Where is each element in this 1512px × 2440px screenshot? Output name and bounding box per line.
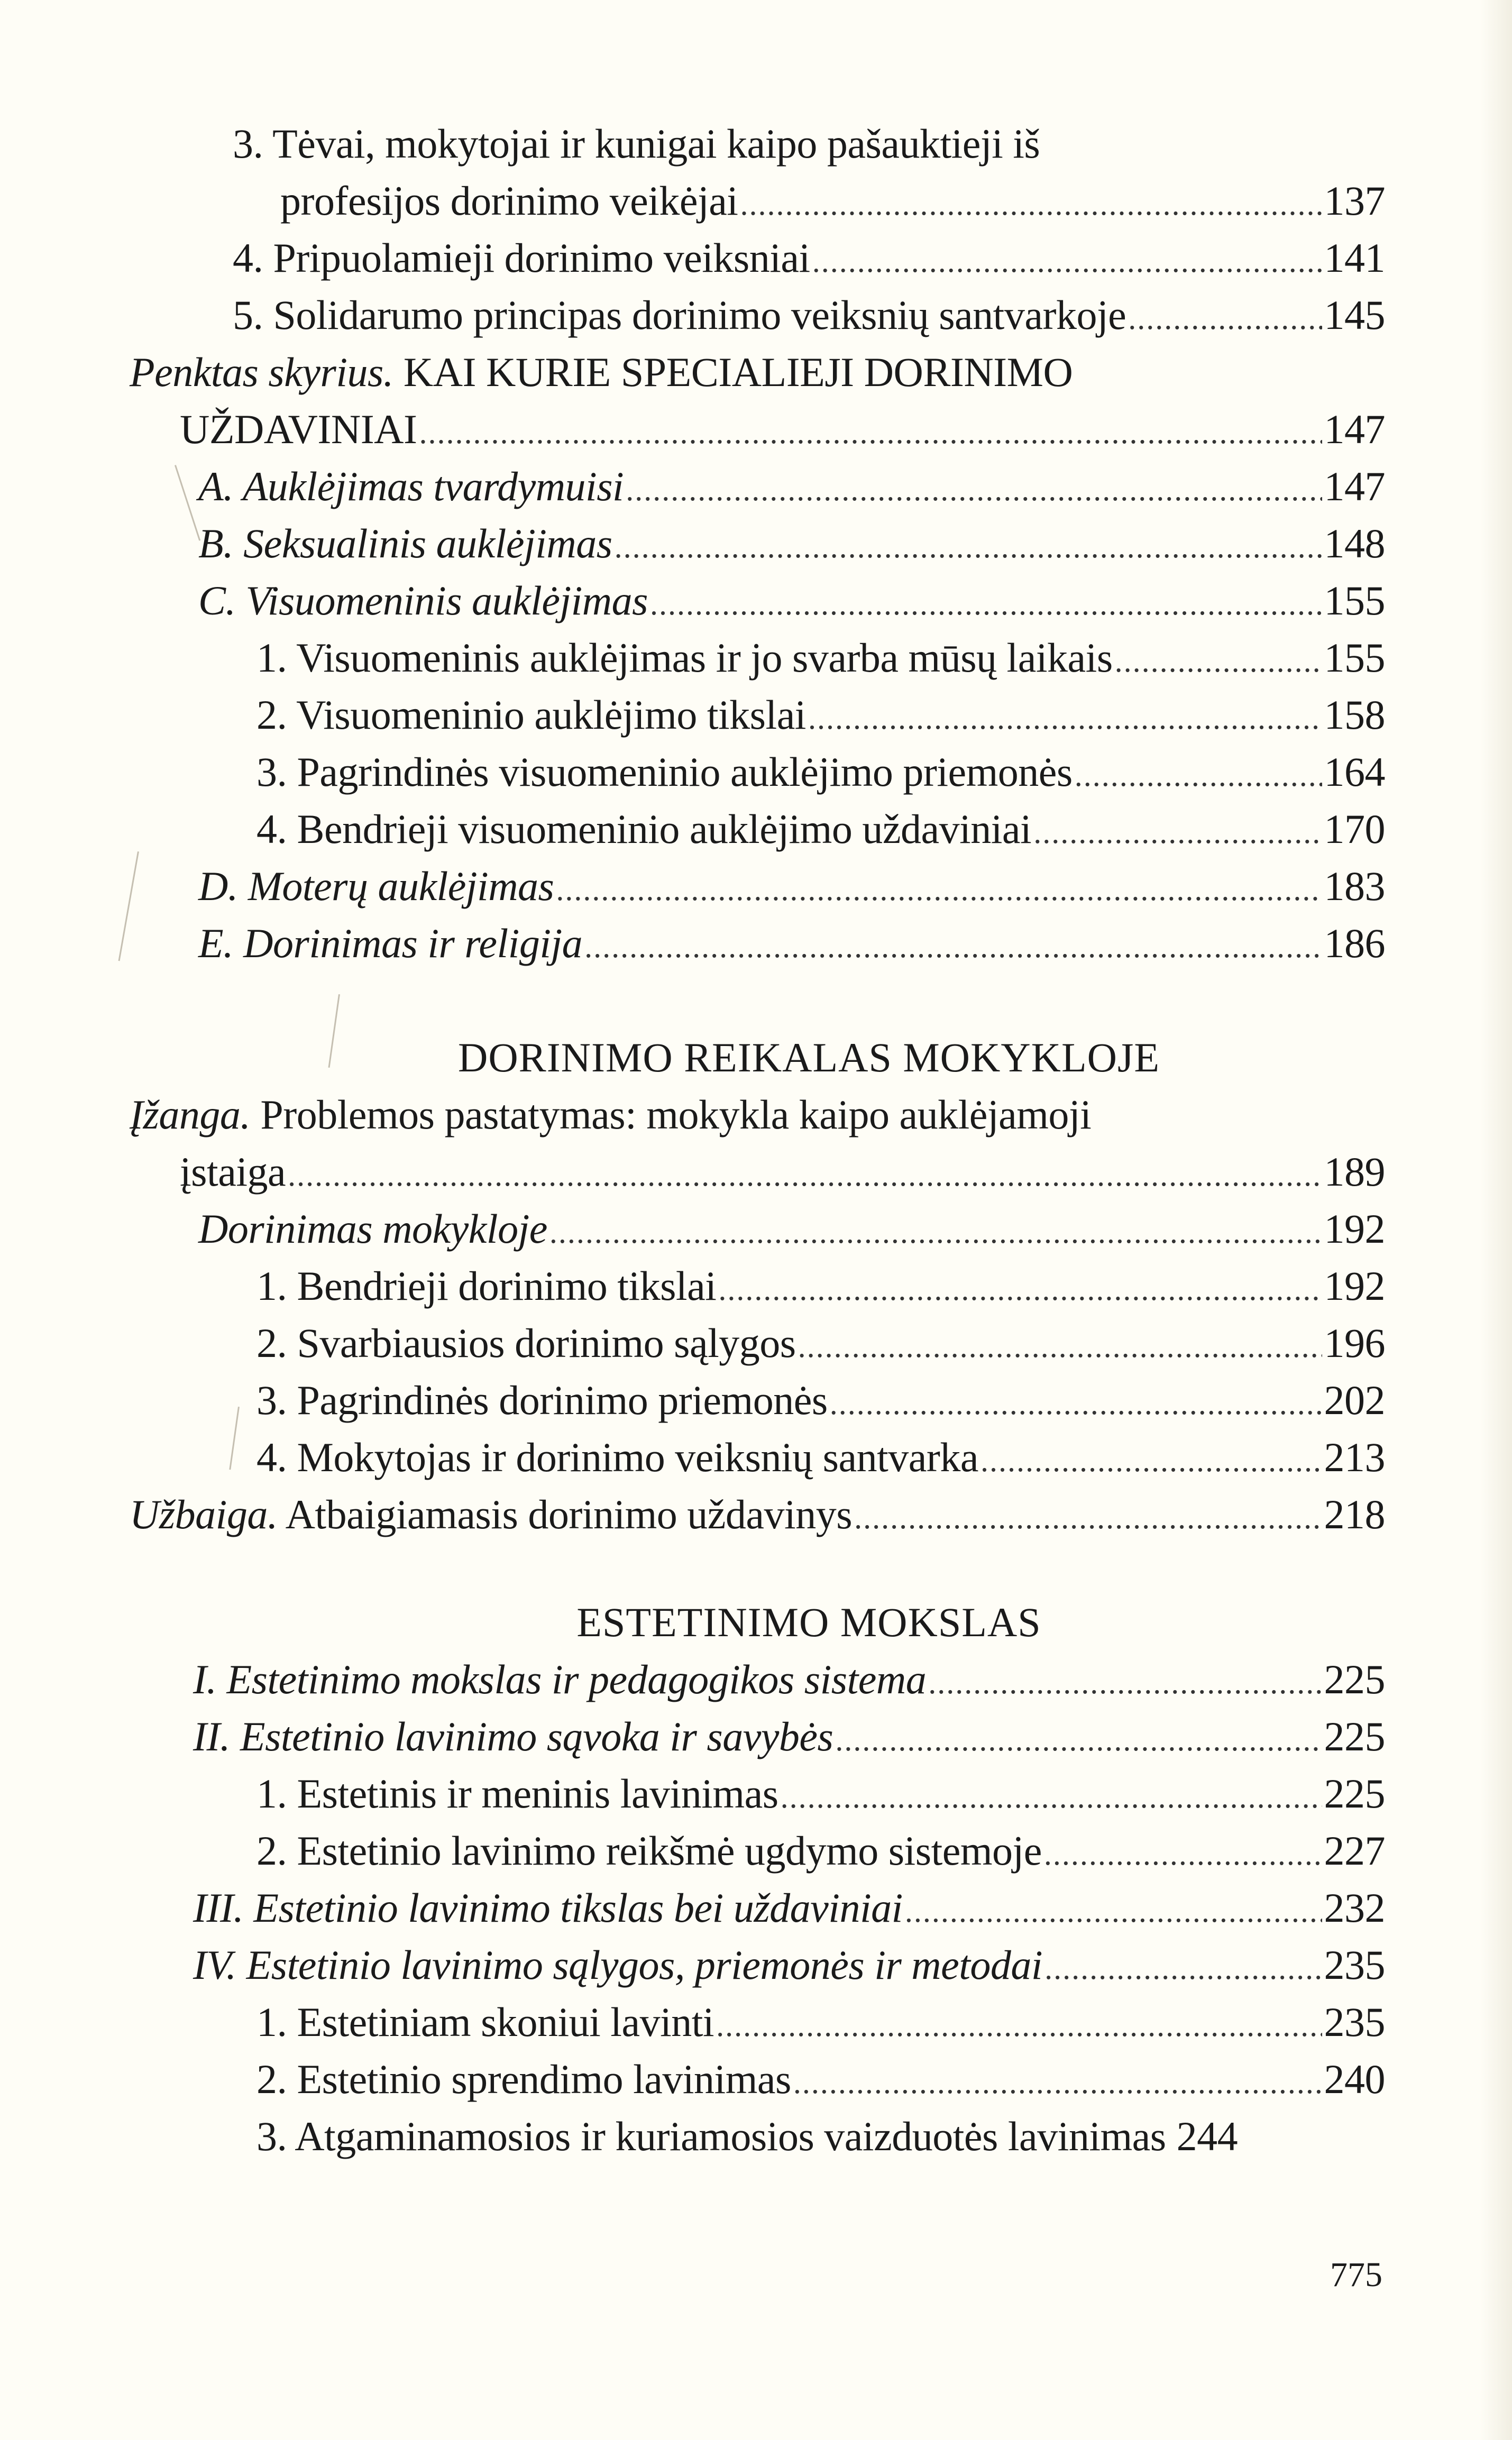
- toc-entry: [256, 2053, 1385, 2106]
- entry-label: Įžanga.: [130, 1091, 251, 1138]
- dot-leader: [980, 1434, 1322, 1487]
- toc-entry: [256, 1431, 1385, 1484]
- chapter-title: KAI KURIE SPECIALIEJI DORINIMO: [403, 349, 1073, 395]
- toc-entry: [233, 289, 1385, 342]
- toc-entry: [256, 1767, 1385, 1820]
- toc-chapter-entry: [130, 346, 1073, 399]
- dot-leader: [1115, 635, 1322, 687]
- entry-title: II. Estetinio lavinimo sąvoka ir savybės: [193, 1713, 833, 1759]
- chapter-label: Penktas skyrius.: [130, 349, 393, 395]
- dot-leader: [812, 235, 1322, 288]
- entry-title: Dorinimas mokykloje: [198, 1206, 547, 1252]
- entry-title-continuation: profesijos dorinimo veikėjai: [280, 178, 738, 224]
- entry-title: Seksualinis auklėjimas: [243, 520, 612, 566]
- page-number: 186: [1324, 920, 1385, 966]
- entry-title: Pripuolamieji dorinimo veiksniai: [273, 235, 810, 281]
- toc-entry: [193, 1882, 1385, 1934]
- page-number: 137: [1324, 178, 1385, 224]
- entry-title: Estetinio lavinimo reikšmė ugdymo sistemoje: [297, 1828, 1042, 1874]
- entry-number: 4.: [233, 235, 263, 281]
- chapter-title-continuation: UŽDAVINIAI: [180, 406, 417, 452]
- page-number: 155: [1324, 635, 1385, 681]
- toc-entry-continuation: [180, 403, 1385, 456]
- page-number: 170: [1324, 806, 1385, 852]
- entry-number: 5.: [233, 292, 263, 338]
- dot-leader: [1044, 1828, 1322, 1881]
- entry-title: Visuomeninis auklėjimas: [245, 577, 648, 623]
- entry-number: 2.: [256, 692, 287, 738]
- page-number: 225: [1324, 1656, 1385, 1702]
- toc-entry: [256, 803, 1385, 856]
- entry-title: Bendrieji dorinimo tikslai: [297, 1263, 717, 1309]
- toc-entry: [256, 1824, 1385, 1877]
- page-number: 227: [1324, 1828, 1385, 1874]
- toc-entry: [130, 1488, 1385, 1541]
- entry-number: 3.: [256, 1377, 287, 1423]
- entry-title: III. Estetinio lavinimo tikslas bei uždaviniai: [193, 1885, 903, 1931]
- dot-leader: [830, 1377, 1322, 1430]
- toc-entry: [193, 1653, 1385, 1706]
- dot-leader: [928, 1656, 1322, 1709]
- entry-title: Visuomeninio auklėjimo tikslai: [296, 692, 806, 738]
- toc-entry-continuation: [180, 1145, 1385, 1198]
- page-number: 164: [1324, 749, 1385, 795]
- dot-leader: [781, 1771, 1322, 1823]
- dot-leader: [798, 1320, 1322, 1373]
- entry-label: D.: [198, 863, 238, 909]
- dot-leader: [854, 1491, 1322, 1544]
- entry-number: 2.: [256, 1320, 287, 1366]
- entry-title: Solidarumo principas dorinimo veiksnių santvarkoje: [273, 292, 1126, 338]
- toc-entry: [233, 232, 1385, 285]
- entry-label: Užbaiga.: [130, 1491, 278, 1537]
- entry-title: Svarbiausios dorinimo sąlygos: [297, 1320, 796, 1366]
- toc-entry: [130, 1088, 1091, 1141]
- page-number: 147: [1324, 463, 1385, 509]
- entry-title: Estetinis ir meninis lavinimas: [297, 1771, 778, 1817]
- page-number: 218: [1324, 1491, 1385, 1537]
- toc-entry: [198, 1203, 1385, 1255]
- toc-entry: [198, 860, 1385, 913]
- page-number: 235: [1324, 1999, 1385, 2045]
- page-number: 235: [1324, 1942, 1385, 1988]
- page-number: 232: [1324, 1885, 1385, 1931]
- toc-entry: [256, 746, 1385, 799]
- dot-leader: [626, 463, 1322, 516]
- toc-entry: [198, 917, 1385, 970]
- dot-leader: [793, 2056, 1322, 2109]
- toc-entry: [256, 689, 1385, 741]
- entry-title: Pagrindinės dorinimo priemonės: [297, 1377, 828, 1423]
- entry-number: 3.: [256, 2113, 287, 2159]
- dot-leader: [740, 178, 1322, 231]
- dot-leader: [615, 520, 1322, 573]
- entry-number: 1.: [256, 635, 287, 681]
- entry-title: Pagrindinės visuomeninio auklėjimo priemonės: [297, 749, 1073, 795]
- section-heading: ESTETINIMO MOKSLAS: [576, 1599, 1041, 1645]
- toc-entry: [256, 2110, 1385, 2163]
- entry-title: Moterų auklėjimas: [248, 863, 554, 909]
- entry-title: I. Estetinimo mokslas ir pedagogikos sistema: [193, 1656, 927, 1702]
- page-number: 148: [1324, 520, 1385, 566]
- section-heading: DORINIMO REIKALAS MOKYKLOJE: [458, 1034, 1160, 1080]
- page-number: 225: [1324, 1713, 1385, 1759]
- entry-title: Atbaigiamasis dorinimo uždavinys: [285, 1491, 853, 1537]
- entry-title: Mokytojas ir dorinimo veiksnių santvarka: [297, 1434, 978, 1480]
- page-number: 141: [1324, 235, 1385, 281]
- toc-entry: [198, 460, 1385, 513]
- toc-entry: [256, 1260, 1385, 1313]
- toc-entry: [256, 1374, 1385, 1427]
- page-number-folio: 775: [1330, 2255, 1382, 2294]
- dot-leader: [1033, 806, 1322, 859]
- dot-leader: [1128, 292, 1322, 345]
- page-number: 225: [1324, 1771, 1385, 1817]
- entry-number: 2.: [256, 1828, 287, 1874]
- page-number: 145: [1324, 292, 1385, 338]
- toc-entry: [193, 1939, 1385, 1992]
- dot-leader: [650, 577, 1322, 630]
- dot-leader: [288, 1149, 1322, 1201]
- page-number: 202: [1324, 1377, 1385, 1423]
- page-number: 189: [1324, 1149, 1385, 1195]
- dot-leader: [1044, 1942, 1322, 1995]
- dot-leader: [419, 406, 1322, 459]
- toc-entry: [193, 1710, 1385, 1763]
- entry-label: C.: [198, 577, 236, 623]
- entry-label: A.: [198, 463, 234, 509]
- toc-entry: [256, 1996, 1385, 2049]
- dot-leader: [835, 1713, 1322, 1766]
- page-number: 183: [1324, 863, 1385, 909]
- entry-label: E.: [198, 920, 234, 966]
- pencil-mark: [229, 1407, 240, 1470]
- entry-title: Estetiniam skoniui lavinti: [297, 1999, 714, 2045]
- dot-leader: [716, 1999, 1322, 2052]
- page-number: 240: [1324, 2056, 1385, 2102]
- entry-title: Problemos pastatymas: mokykla kaipo auklėjamoji: [260, 1091, 1092, 1138]
- toc-entry: [256, 631, 1385, 684]
- pencil-checkmark: [175, 465, 200, 541]
- entry-title: Tėvai, mokytojai ir kunigai kaipo pašauktieji iš: [272, 121, 1040, 167]
- toc-entry: [198, 517, 1385, 570]
- page-number: 158: [1324, 692, 1385, 738]
- entry-label: B.: [198, 520, 234, 566]
- page-edge-shadow: [1480, 0, 1512, 2440]
- dot-leader: [905, 1885, 1322, 1938]
- entry-title: Auklėjimas tvardymuisi: [242, 463, 624, 509]
- page-number: 213: [1324, 1434, 1385, 1480]
- entry-number: 2.: [256, 2056, 287, 2102]
- toc-entry-continuation: [280, 175, 1385, 227]
- entry-number: 1.: [256, 1263, 287, 1309]
- entry-number: 4.: [256, 806, 287, 852]
- dot-leader: [718, 1263, 1322, 1316]
- entry-title: IV. Estetinio lavinimo sąlygos, priemonės ir metodai: [193, 1942, 1043, 1988]
- entry-number: 1.: [256, 1999, 287, 2045]
- entry-title: Visuomeninis auklėjimas ir jo svarba mūsų laikais: [296, 635, 1113, 681]
- toc-entry: [198, 574, 1385, 627]
- entry-number: 1.: [256, 1771, 287, 1817]
- page-number: 244: [1176, 2113, 1238, 2159]
- entry-number: 4.: [256, 1434, 287, 1480]
- dot-leader: [1075, 749, 1322, 802]
- page-number: 192: [1324, 1263, 1385, 1309]
- entry-title: Bendrieji visuomeninio auklėjimo uždaviniai: [297, 806, 1032, 852]
- entry-title: Estetinio sprendimo lavinimas: [297, 2056, 791, 2102]
- entry-title: Dorinimas ir religija: [243, 920, 583, 966]
- toc-entry: [233, 117, 1040, 170]
- dot-leader: [584, 920, 1322, 973]
- toc-entry: [256, 1317, 1385, 1370]
- entry-title: Atgaminamosios ir kuriamosios vaizduotės lavinimas: [295, 2113, 1166, 2159]
- page-number: 196: [1324, 1320, 1385, 1366]
- page-number: 155: [1324, 577, 1385, 623]
- page-number: 192: [1324, 1206, 1385, 1252]
- entry-number: 3.: [233, 121, 263, 167]
- entry-number: 3.: [256, 749, 287, 795]
- page-number: 147: [1324, 406, 1385, 452]
- dot-leader: [556, 863, 1322, 916]
- entry-title-continuation: įstaiga: [180, 1149, 286, 1195]
- dot-leader: [549, 1206, 1322, 1259]
- dot-leader: [808, 692, 1322, 745]
- pencil-checkmark: [118, 851, 139, 961]
